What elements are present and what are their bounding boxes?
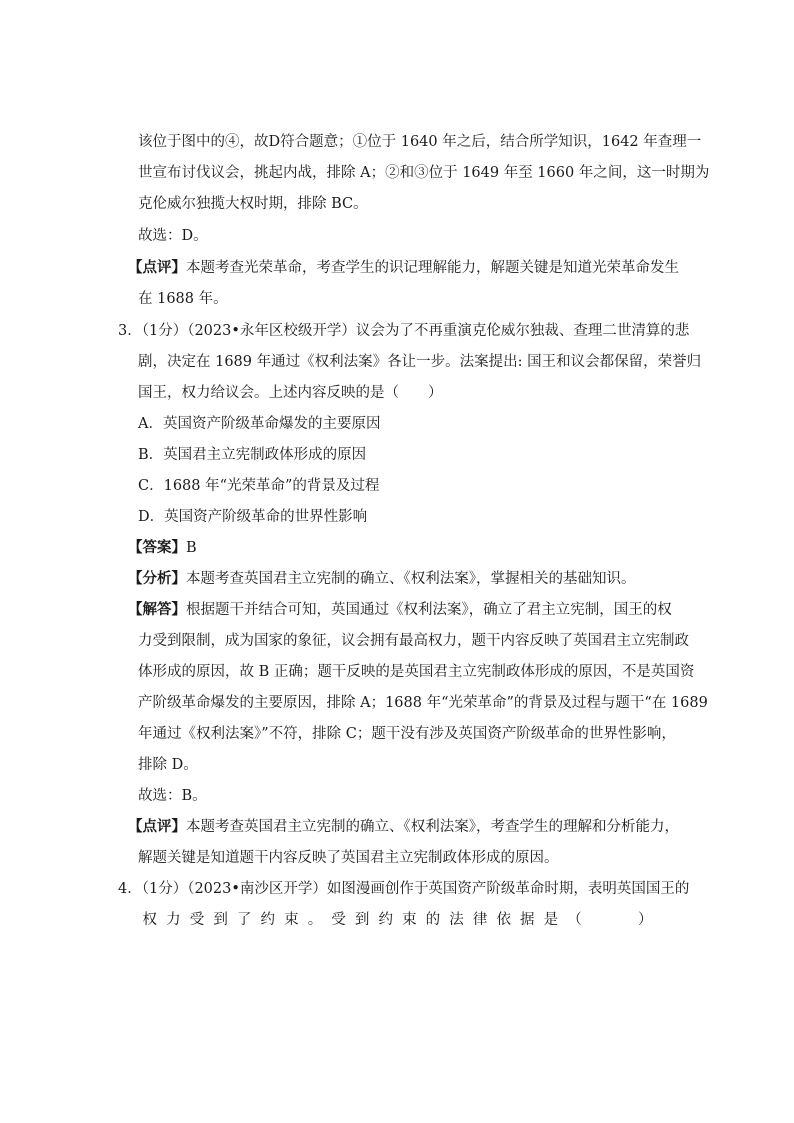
review-text: 解题关键是知道题干内容反映了英国君主立宪制政体形成的原因。: [138, 850, 559, 866]
review-line: [128, 817, 679, 837]
spaced-char: 受: [189, 912, 205, 928]
selection-line: 故选：B。: [138, 788, 207, 804]
text-line: 在 1688 年。: [138, 291, 228, 307]
answer-line: [128, 538, 197, 558]
selection-line: 故选：D。: [138, 228, 208, 244]
analysis-line: [128, 569, 636, 589]
text-line: 该位于图中的④，故D符合题意；①位于 1640 年之后，结合所学知识，1642 年查理一: [138, 134, 702, 150]
solution-text: 产阶级革命爆发的主要原因，排除 A；1688 年“光荣革命”的背景及过程与题干“在 1689: [138, 695, 708, 711]
solution-text: 排除 D。: [138, 757, 198, 773]
question-3-stem: 国王，权力给议会。上述内容反映的是（ ）: [138, 385, 443, 401]
answer-tag: 【答案】: [128, 539, 186, 556]
spaced-char: ）: [638, 912, 653, 928]
question-3-stem: 剧，决定在 1689 年通过《权利法案》各让一步。法案提出: 国王和议会都保留，荣誉归: [138, 354, 702, 370]
spaced-char: 束: [284, 912, 299, 928]
solution-tag: 【解答】: [128, 601, 186, 618]
solution-text: 力受到限制，成为国家的象征，议会拥有最高权力，题干内容反映了英国君主立宪制政: [138, 633, 689, 649]
analysis-text: 本题考查英国君主立宪制的确立、《权利法案》，掌握相关的基础知识。: [186, 571, 636, 587]
answer-text: B: [186, 540, 197, 556]
text-line: 世宣布讨伐议会，挑起内战，排除 A；②和③位于 1649 年至 1660 年之间，这一时期为: [138, 165, 710, 181]
text-line: 克伦威尔独揽大权时期，排除 BC。: [138, 196, 368, 212]
question-4-stem-spaced: [138, 910, 657, 930]
option-a: A．英国资产阶级革命爆发的主要原因: [138, 416, 381, 432]
spaced-char: 的: [425, 912, 441, 928]
review-tag: 【点评】: [128, 259, 186, 276]
spaced-char: 力: [166, 912, 181, 928]
option-c: C．1688 年“光荣革命”的背景及过程: [138, 478, 380, 494]
solution-text: 年通过《权利法案》”不符，排除 C；题干没有涉及英国资产阶级革命的世界性影响，: [138, 726, 676, 742]
question-4-stem: 4．（1分）（2023•南沙区开学）如图漫画创作于英国资产阶级革命时期，表明英国国王的: [118, 881, 690, 897]
analysis-tag: 【分析】: [128, 570, 186, 587]
review-tag: 【点评】: [128, 818, 186, 835]
solution-text: 根据题干并结合可知，英国通过《权利法案》，确立了君主立宪制，国王的权: [186, 602, 672, 618]
spaced-char: 约: [260, 912, 276, 928]
spaced-char: （: [567, 912, 582, 928]
option-b: B．英国君主立宪制政体形成的原因: [138, 447, 367, 463]
spaced-char: 是: [543, 912, 559, 928]
review-text: 本题考查光荣革命，考查学生的识记理解能力，解题关键是知道光荣革命发生: [186, 260, 679, 276]
spaced-char: 据: [520, 912, 535, 928]
spaced-char: 束: [402, 912, 417, 928]
solution-line: [128, 600, 672, 620]
spaced-char: 到: [354, 912, 370, 928]
spaced-char: 到: [213, 912, 228, 928]
solution-text: 体形成的原因，故 B 正确；题干反映的是英国君主立宪制政体形成的原因，不是英国资: [138, 664, 695, 680]
spaced-char: 权: [142, 912, 158, 928]
spaced-char: 依: [496, 912, 511, 928]
spaced-char: 律: [472, 912, 488, 928]
spaced-char: 法: [449, 912, 464, 928]
spaced-char: 了: [236, 912, 252, 928]
spaced-char: 约: [378, 912, 393, 928]
option-d: D．英国资产阶级革命的世界性影响: [138, 509, 368, 525]
question-3-stem: 3．（1分）（2023•永年区校级开学）议会为了不再重演克伦威尔独裁、查理二世清算的悲: [118, 323, 690, 339]
review-text: 本题考查英国君主立宪制的确立、《权利法案》，考查学生的理解和分析能力，: [186, 819, 679, 835]
spaced-char: 受: [331, 912, 346, 928]
spaced-char: 。: [307, 912, 323, 928]
review-line: [128, 258, 679, 278]
